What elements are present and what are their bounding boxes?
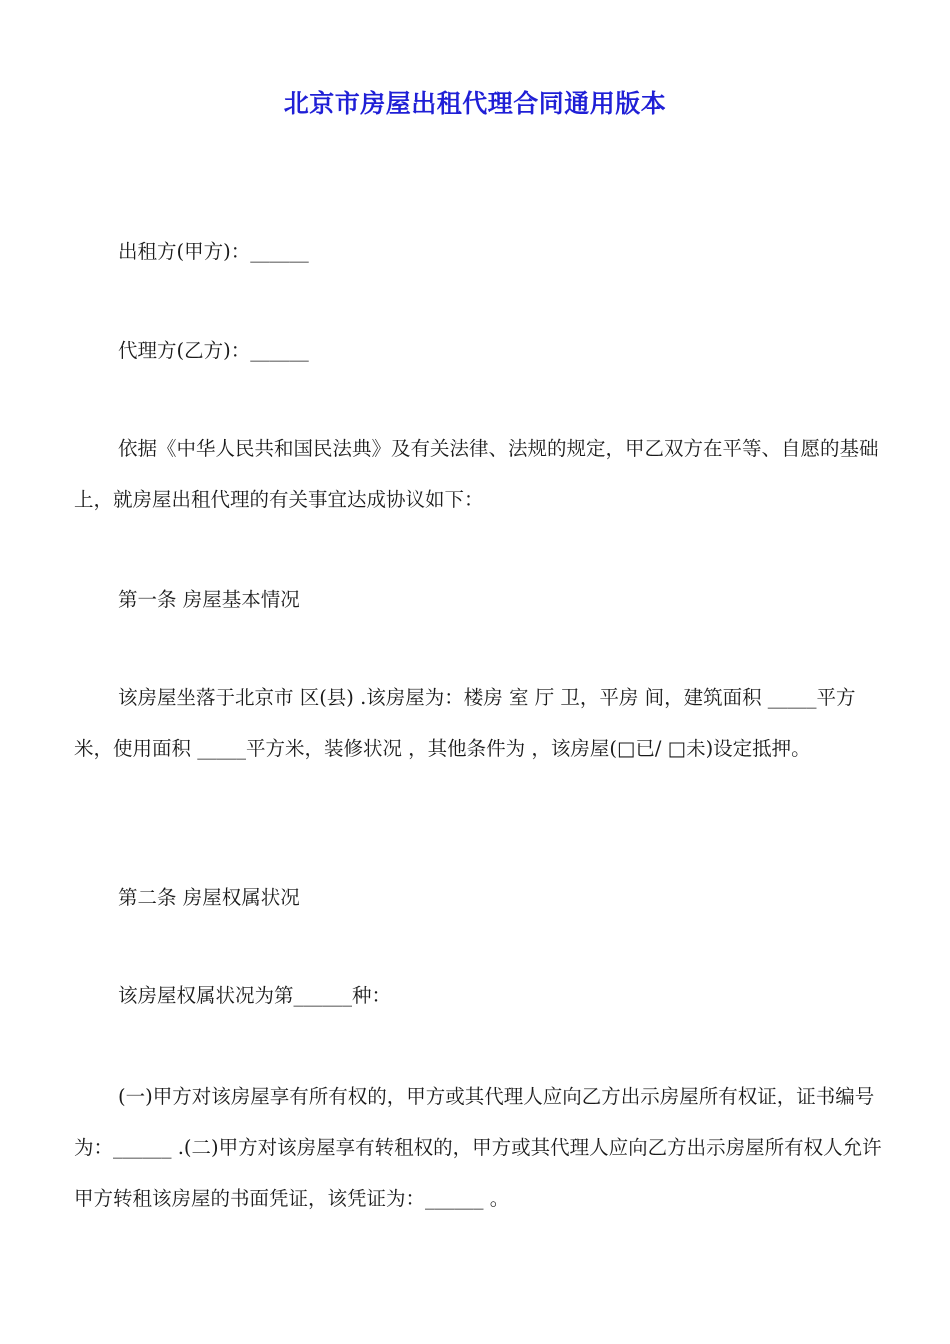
lessor-line: 出租方(甲方)：______ [118,240,309,263]
article2-heading: 第二条 房屋权属状况 [118,886,300,909]
article2-body: 该房屋权属状况为第______种： [118,984,392,1007]
article1-body: 该房屋坐落于北京市 区(县) .该房屋为：楼房 室 厅 卫，平房 间，建筑面积 _____平方米，使用面积 _____平方米，装修状况 ，其他条件为 ，该房屋(□已/ □未)设定抵押。 [74,686,856,760]
article2-items: (一)甲方对该房屋享有所有权的，甲方或其代理人应向乙方出示房屋所有权证，证书编号为：______ .(二)甲方对该房屋享有转租权的，甲方或其代理人应向乙方出示房屋所有权人允许甲方转租该房屋的书面凭证，该凭证为：______ 。 [74,1085,882,1210]
article1-heading: 第一条 房屋基本情况 [118,588,300,611]
agent-line: 代理方(乙方)：______ [118,339,309,362]
document-title: 北京市房屋出租代理合同通用版本 [283,89,667,118]
basis-paragraph: 依据《中华人民共和国民法典》及有关法律、法规的规定，甲乙双方在平等、自愿的基础上，就房屋出租代理的有关事宜达成协议如下： [74,437,879,511]
